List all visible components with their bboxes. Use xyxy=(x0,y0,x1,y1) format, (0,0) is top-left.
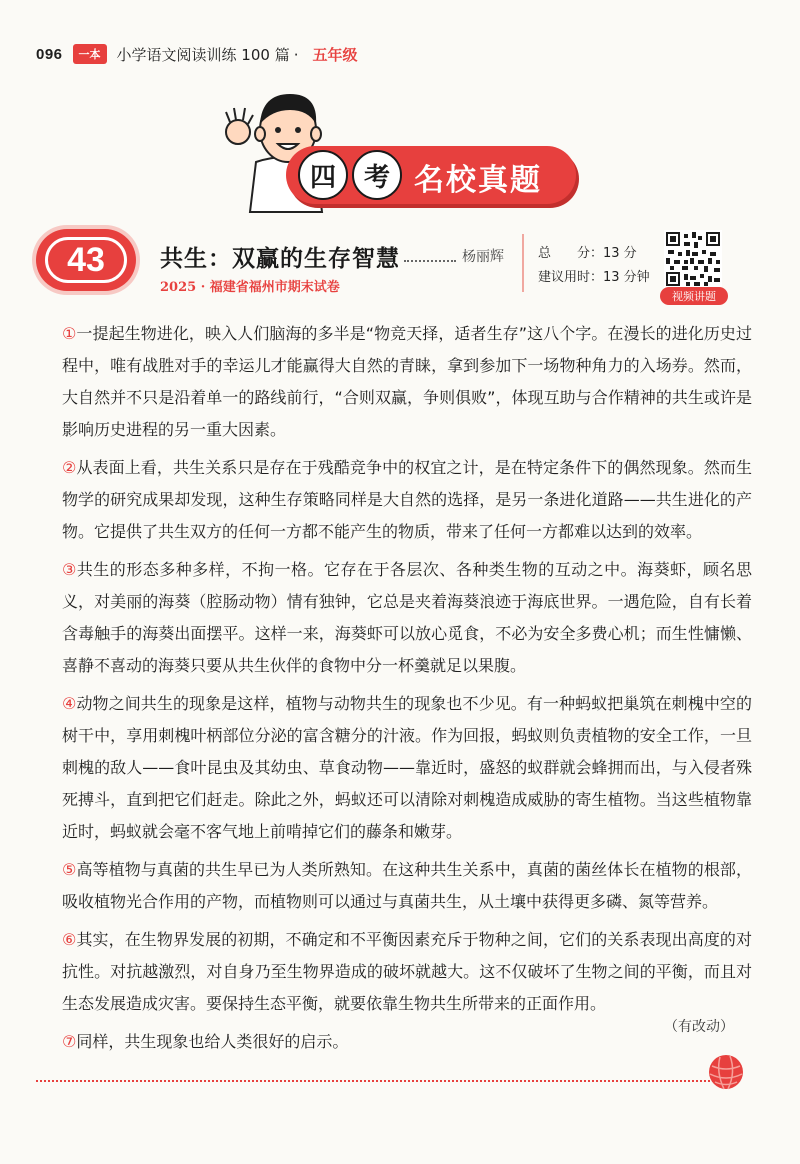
paragraph-number: ⑦ xyxy=(62,1032,77,1051)
adapted-note: （有改动） xyxy=(664,1019,734,1035)
page-number: 096 xyxy=(36,45,63,63)
paragraph-3: ③共生的形态多种多样，不拘一格。它存在于各层次、各种类生物的互动之中。海葵虾，顾名思义，对美丽的海葵（腔肠动物）情有独钟，它总是夹着海葵浪迹于海底世界。一遇危险，自有长着含毒触手的海葵出面摆平。这样一来，海葵虾可以放心觅食，不必为安全多费心机；而生性慵懒、喜静不喜动的海葵只要从共生伙伴的食物中分一杯羹就足以果腹。 xyxy=(62,560,752,675)
banner-pill xyxy=(286,146,576,204)
paragraph-5: ⑤高等植物与真菌的共生早已为人类所熟知。在这种共生关系中，真菌的菌丝体长在植物的根部，吸收植物光合作用的产物，而植物则可以通过与真菌共生，从土壤中获得更多磷、氮等营养。 xyxy=(62,860,752,911)
footer-divider xyxy=(36,1080,722,1082)
paragraph-1: ①一提起生物进化，映入人们脑海的多半是“物竞天择，适者生存”这八个字。在漫长的进化历史过程中，唯有战胜对手的幸运儿才能赢得大自然的青睐，拿到参加下一场物种角力的入场券。然而，大自然并不只是沿着单一的路线前行，“合则双赢，争则俱败”，体现互助与合作精神的共生或许是影响历史进程的另一重大因素。 xyxy=(62,324,752,439)
paragraph-number: ④ xyxy=(62,694,77,713)
banner-char-2: 考 xyxy=(352,150,402,200)
article-source: 2025 · 福建省福州市期末试卷 xyxy=(160,280,340,295)
paragraph-6: ⑥其实，在生物界发展的初期，不确定和不平衡因素充斥于物种之间，它们的关系表现出高度的对抗性。对抗越激烈，对自身乃至生物界造成的破坏就越大。这不仅破坏了生物之间的平衡，而且对生态发展造成灾害。要保持生态平衡，就要依靠生物共生所带来的正面作用。 xyxy=(62,930,752,1013)
suggested-time: 建议用时：13 分钟 xyxy=(538,270,650,285)
yarn-ball-icon xyxy=(706,1052,746,1092)
book-title: 小学语文阅读训练 100 篇 · xyxy=(116,45,299,64)
grade-label: 五年级 xyxy=(312,45,358,64)
title-dotted-leader xyxy=(404,260,456,262)
paragraph-2: ②从表面上看，共生关系只是存在于残酷竞争中的权宜之计，是在特定条件下的偶然现象。然而生物学的研究成果却发现，这种生存策略同样是大自然的选择，是另一条进化道路——共生进化的产物。它提供了共生双方的任何一方都不能产生的物质，带来了任何一方都难以达到的效率。 xyxy=(62,458,752,541)
article-body xyxy=(62,318,752,1064)
paragraph-number: ③ xyxy=(62,560,77,579)
article-number-badge xyxy=(36,229,136,291)
page-header xyxy=(36,42,358,66)
paragraph-number: ⑤ xyxy=(62,860,77,879)
paragraph-number: ② xyxy=(62,458,77,477)
paragraph-4: ④动物之间共生的现象是这样，植物与动物共生的现象也不少见。有一种蚂蚁把巢筑在刺槐中空的树干中，享用刺槐叶柄部位分泌的富含糖分的汁液。作为回报，蚂蚁则负责植物的安全工作，一旦刺槐的敌人——食叶昆虫及其幼虫、草食动物——靠近时，盛怒的蚁群就会蜂拥而出，与入侵者殊死搏斗，直到把它们赶走。除此之外，蚂蚁还可以清除对刺槐造成威胁的寄生植物。当这些植物靠近时，蚂蚁就会毫不客气地上前啃掉它们的藤条和嫩芽。 xyxy=(62,694,752,841)
brand-logo: 一本 xyxy=(73,44,107,64)
banner-char-1: 四 xyxy=(298,150,348,200)
qr-code-icon[interactable] xyxy=(664,230,722,288)
section-banner xyxy=(216,84,576,214)
article-number: 43 xyxy=(45,237,127,283)
score-time-box xyxy=(522,234,654,292)
video-lecture-label[interactable]: 视频讲题 xyxy=(660,287,728,305)
article-title: 共生：双赢的生存智慧 xyxy=(160,246,400,272)
total-score: 总 分：13 分 xyxy=(538,246,637,261)
article-author: 杨丽辉 xyxy=(462,249,504,265)
paragraph-7: ⑦同样，共生现象也给人类很好的启示。 xyxy=(62,1032,349,1051)
paragraph-number: ⑥ xyxy=(62,930,77,949)
paragraph-number: ① xyxy=(62,324,77,343)
banner-title: 名校真题 xyxy=(414,163,542,198)
